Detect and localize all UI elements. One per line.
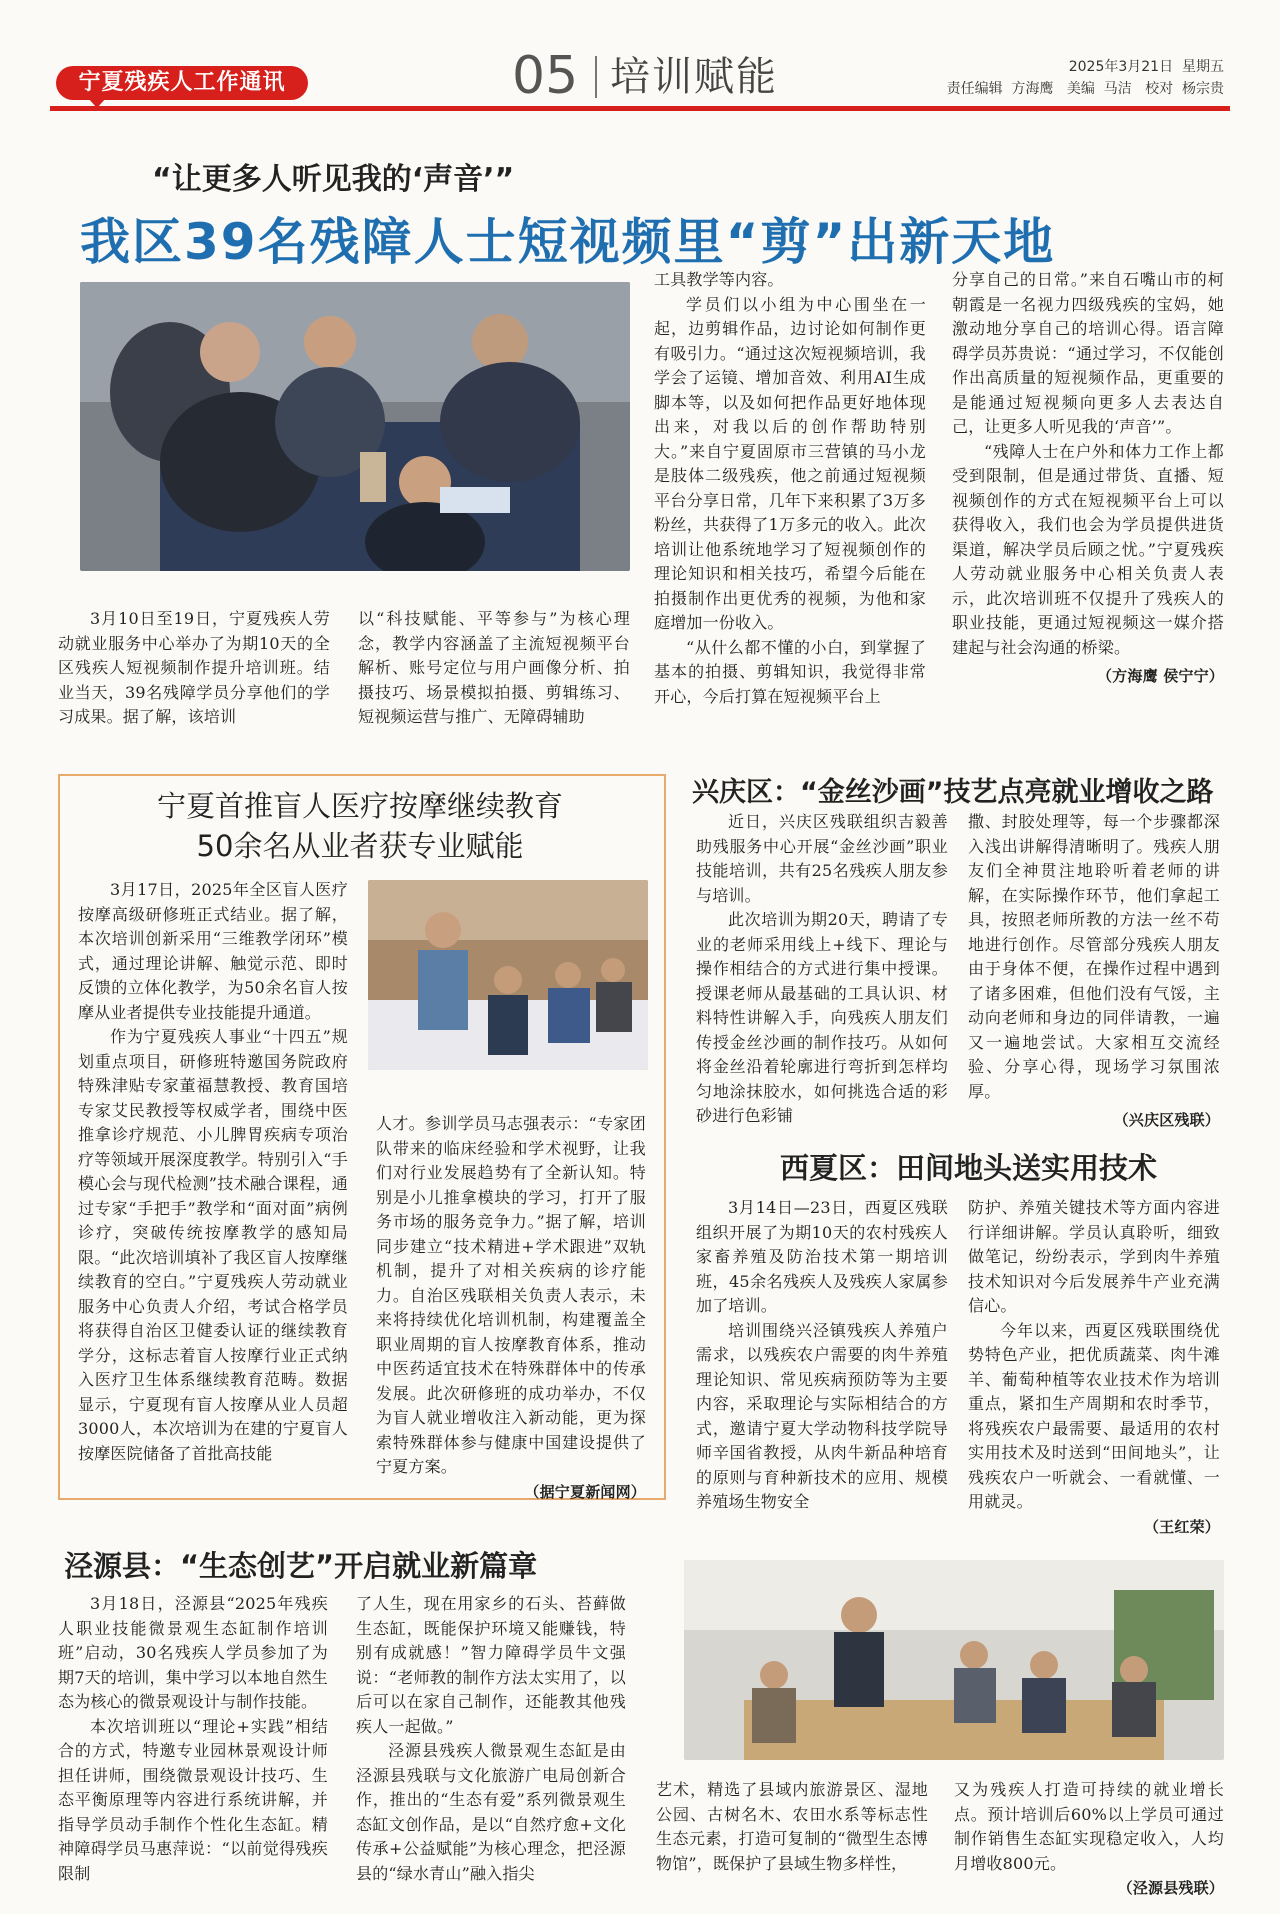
- article5-col-a: [58, 1592, 328, 1886]
- page-number: 05: [512, 46, 579, 106]
- article4-col-a: [696, 1196, 948, 1515]
- article2-byline: （据宁夏新闻网）: [524, 1482, 646, 1501]
- article2-col-b: [376, 1112, 646, 1504]
- paragraph: 3月14日—23日，西夏区残联组织开展了为期10天的农村残疾人家畜养殖及防治技术第一期培训班，45余名残疾人及残疾人家属参加了培训。: [696, 1198, 948, 1315]
- paragraph: 泾源县残疾人微景观生态缸是由泾源县残联与文化旅游广电局创新合作，推出的“生态有爱”系列微景观生态缸文创作品，是以“自然疗愈+文化传承+公益赋能”为核心理念，把泾源县的“绿水青山”融入指尖: [356, 1741, 626, 1883]
- paragraph: 此次培训为期20天，聘请了专业的老师采用线上+线下、理论与操作相结合的方式进行集中授课。授课老师从最基础的工具认识、材料特性讲解入手，向残疾人朋友们传授金丝沙画的制作技巧。从如何将金丝沿着轮廓进行弯折到怎样均匀地涂抹胶水，如何挑选合适的彩砂进行色彩铺: [696, 910, 948, 1125]
- paragraph: 培训围绕兴泾镇残疾人养殖户需求，以残疾农户需要的肉牛养殖理论知识、常见疾病预防等为主要内容，采取理论与实际相结合的方式，邀请宁夏大学动物科技学院导师辛国省教授，从肉牛新品种培育的原则与育种新技术的应用、规模养殖场生物安全: [696, 1320, 948, 1511]
- article3-headline: 兴庆区：“金丝沙画”技艺点亮就业增收之路: [692, 777, 1214, 808]
- article1-col-a: [58, 607, 330, 730]
- article2-headline-2: 50余名从业者获专业赋能: [196, 829, 524, 863]
- masthead-divider: [595, 56, 597, 98]
- paragraph: 分享自己的日常。”来自石嘴山市的柯朝霞是一名视力四级残疾的宝妈，她激动地分享自己的培训心得。语言障碍学员苏贵说：“通过学习，不仅能创作出高质量的短视频作品，更重要的是能通过短视频向更多人去表达自己，让更多人听见我的‘声音’”。: [952, 270, 1224, 436]
- article1-kicker: “让更多人听见我的‘声音’”: [152, 162, 515, 197]
- paragraph: 作为宁夏残疾人事业“十四五”规划重点项目，研修班特邀国务院政府特殊津贴专家董福慧教授、教育国培专家艾民教授等权威学者，围绕中医推拿诊疗规范、小儿脾胃疾病专项治疗等领域开展深度教学。特别引入“手模心会与现代检测”技术融合课程，通过专家“手把手”教学和“面对面”病例诊疗，突破传统按摩教学的感知局限。“此次培训填补了我区盲人按摩继续教育的空白。”宁夏残疾人劳动就业服务中心负责人介绍，考试合格学员将获得自治区卫健委认证的继续教育学分，这标志着盲人按摩行业正式纳入医疗卫生体系继续教育范畴。数据显示，宁夏现有盲人按摩从业人员超3000人，本次培训为在建的宁夏盲人按摩医院储备了首批高技能: [78, 1027, 348, 1463]
- paragraph: 了人生，现在用家乡的石头、苔藓做生态缸，既能保护环境又能赚钱，特别有成就感！”智力障碍学员牛文强说：“老师教的制作方法太实用了，以后可以在家自己制作，还能教其他残疾人一起做。”: [356, 1594, 626, 1736]
- article5-col-d: [954, 1778, 1224, 1901]
- issue-date: 2025年3月21日 星期五: [1068, 59, 1224, 75]
- article1-col-c: [654, 268, 926, 709]
- section-name: 培训赋能: [610, 54, 778, 100]
- paragraph: 近日，兴庆区残联组织吉毅善助残服务中心开展“金丝沙画”职业技能培训，共有25名残疾人朋友参与培训。: [696, 812, 948, 905]
- article1-byline: （方海鹰 侯宁宁）: [1096, 667, 1224, 685]
- paragraph: 人才。参训学员马志强表示：“专家团队带来的临床经验和学术视野，让我们对行业发展趋势有了全新认知。特别是小儿推拿模块的学习，打开了服务市场的服务竞争力。”据了解，培训同步建立“技术精进+学术跟进”双轨机制，提升了对相关疾病的诊疗能力。自治区残联相关负责人表示，未来将持续优化培训机制，构建覆盖全职业周期的盲人按摩教育体系，推动中医药适宜技术在特殊群体中的传承发展。此次研修班的成功举办，不仅为盲人就业增收注入新动能，更为探索特殊群体参与健康中国建设提供了宁夏方案。: [376, 1114, 646, 1476]
- editor-credits: 责任编辑 方海鹰 美编 马洁 校对 杨宗贵: [946, 81, 1224, 97]
- paragraph: 防护、养殖关键技术等方面内容进行详细讲解。学员认真聆听，细致做笔记，纷纷表示，学到肉牛养殖技术知识对今后发展养牛产业充满信心。: [968, 1198, 1220, 1315]
- paragraph: “残障人士在户外和体力工作上都受到限制，但是通过带货、直播、短视频创作的方式在短视频平台上可以获得收入，我们也会为学员提供进货渠道，解决学员后顾之忧。”宁夏残疾人劳动就业服务中心相关负责人表示，此次培训班不仅提升了残疾人的职业技能，更通过短视频这一媒介搭建起与社会沟通的桥梁。: [952, 441, 1224, 657]
- article3-col-a: [696, 810, 948, 1129]
- paragraph: 3月10日至19日，宁夏残疾人劳动就业服务中心举办了为期10天的全区残疾人短视频制作提升培训班。结业当天，39名残障学员分享他们的学习成果。据了解，该培训: [58, 609, 330, 726]
- paragraph: 本次培训班以“理论+实践”相结合的方式，特邀专业园林景观设计师担任讲师，围绕微景观设计技巧、生态平衡原理等内容进行系统讲解，并指导学员动手制作个性化生态缸。精神障碍学员马惠萍说：“以前觉得残疾限制: [58, 1716, 328, 1883]
- paragraph: 今年以来，西夏区残联围绕优势特色产业，把优质蔬菜、肉牛滩羊、葡萄种植等农业技术作为培训重点，紧扣生产周期和农时季节，将残疾农户最需要、最适用的农村实用技术及时送到“田间地头”，让残疾农户一听就会、一看就懂、一用就灵。: [968, 1320, 1220, 1511]
- article1-photo: [80, 282, 630, 571]
- brand-name: 宁夏残疾人工作通讯: [78, 70, 286, 95]
- article5-byline: （泾源县残联）: [1117, 1879, 1224, 1897]
- paragraph: 又为残疾人打造可持续的就业增长点。预计培训后60%以上学员可通过制作销售生态缸实现稳定收入，人均月增收800元。: [954, 1780, 1224, 1873]
- paragraph: 学员们以小组为中心围坐在一起，边剪辑作品，边讨论如何制作更有吸引力。“通过这次短视频培训，我学会了运镜、增加音效、利用AI生成脚本等，以及如何把作品更好地体现出来，对我以后的创作帮助特别大。”来自宁夏固原市三营镇的马小龙是肢体二级残疾，他之前通过短视频平台分享日常，几年下来积累了3万多粉丝，共获得了1万多元的收入。此次培训让他系统地学习了短视频创作的理论知识和相关技巧，希望今后能在拍摄制作出更优秀的视频，为他和家庭增加一份收入。: [654, 294, 926, 632]
- article4-byline: （王红荣）: [1143, 1517, 1220, 1536]
- paragraph: 艺术，精选了县域内旅游景区、湿地公园、古树名木、农田水系等标志性生态元素，打造可复制的“微型生态博物馆”，既保护了县域生物多样性，: [656, 1780, 928, 1873]
- paragraph: 撒、封胶处理等，每一个步骤都深入浅出讲解得清晰明了。残疾人朋友们全神贯注地聆听着老师的讲解，在实际操作环节，他们拿起工具，按照老师所教的方法一丝不苟地进行创作。尽管部分残疾人朋友由于身体不便，在操作过程中遇到了诸多困难，但他们没有气馁，主动向老师和身边的同伴请教，一遍又一遍地尝试。大家相互交流经验、分享心得，现场学习氛围浓厚。: [968, 812, 1220, 1101]
- article3-col-b: [968, 810, 1220, 1133]
- paragraph: 以“科技赋能、平等参与”为核心理念，教学内容涵盖了主流短视频平台解析、账号定位与用户画像分析、拍摄技巧、场景模拟拍摄、剪辑练习、短视频运营与推广、无障碍辅助: [358, 609, 630, 726]
- masthead: [50, 46, 1230, 112]
- article5-col-c: [656, 1778, 928, 1876]
- article1-headline: 我区39名残障人士短视频里“剪”出新天地: [80, 213, 1056, 271]
- article2-col-a: [78, 878, 348, 1466]
- article1-col-b: [358, 607, 630, 730]
- brand-badge: [56, 66, 308, 100]
- article2-headline-1: 宁夏首推盲人医疗按摩继续教育: [156, 789, 563, 823]
- article3-byline: （兴庆区残联）: [1113, 1111, 1220, 1129]
- article1-col-d: [952, 268, 1224, 689]
- paragraph: 3月18日，泾源县“2025年残疾人职业技能微景观生态缸制作培训班”启动，30名残疾人学员参加了为期7天的培训，集中学习以本地自然生态为核心的微景观设计与制作技能。: [58, 1594, 328, 1711]
- paragraph: 3月17日，2025年全区盲人医疗按摩高级研修班正式结业。据了解，本次培训创新采用“三维教学闭环”模式，通过理论讲解、触觉示范、即时反馈的立体化教学，为50余名盲人按摩从业者提供专业技能提升通道。: [78, 880, 348, 1022]
- article5-col-b: [356, 1592, 626, 1886]
- masthead-rule: [50, 106, 1230, 111]
- article4-col-b: [968, 1196, 1220, 1539]
- article5-headline: 泾源县：“生态创艺”开启就业新篇章: [64, 1549, 538, 1583]
- article5-photo: [684, 1560, 1224, 1760]
- article4-headline: 西夏区：田间地头送实用技术: [780, 1151, 1158, 1185]
- article2-photo: [368, 880, 648, 1070]
- paragraph: 工具教学等内容。: [654, 270, 784, 289]
- paragraph: “从什么都不懂的小白，到掌握了基本的拍摄、剪辑知识，我觉得非常开心，今后打算在短视频平台上: [654, 637, 926, 706]
